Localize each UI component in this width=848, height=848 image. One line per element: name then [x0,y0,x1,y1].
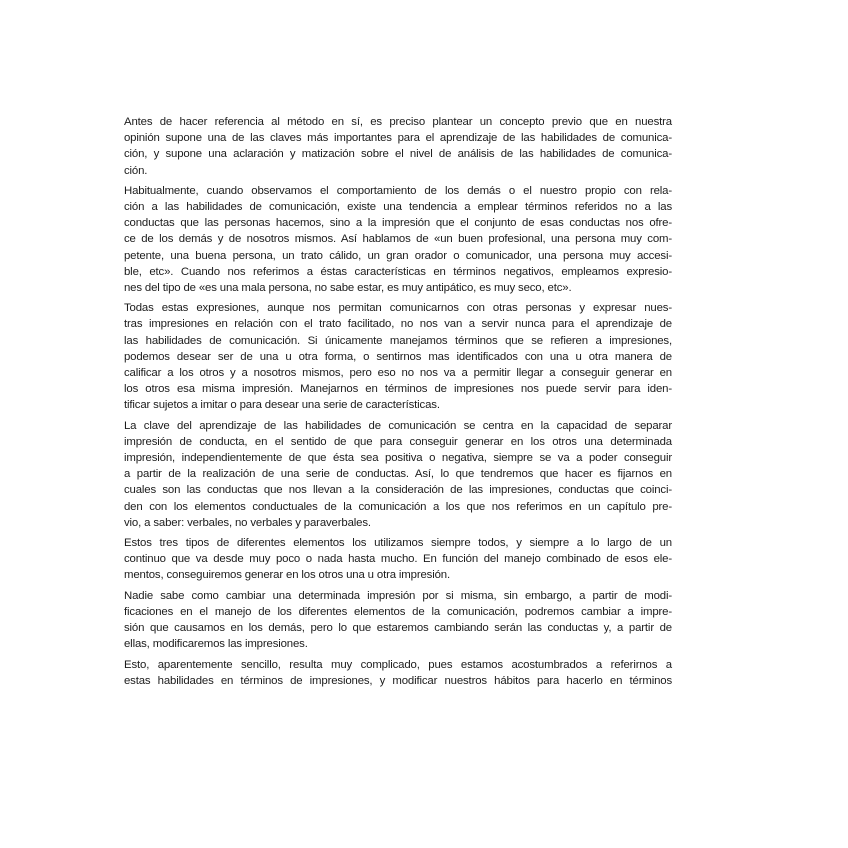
text-line: nes del tipo de «es una mala persona, no sabe estar, es muy antipático, es muy seco, etc». [124,282,572,295]
text-line: opinión supone una de las claves más importantes para el aprendizaje de las habilidades de comunica- [124,132,672,145]
text-line: estas habilidades en términos de impresiones, y modificar nuestros hábitos para hacerlo en términos [124,674,672,687]
text-line: cuales son las conductas que nos llevan a la consideración de las impresiones, conductas que coinci- [124,484,672,497]
text-line: ce de los demás y de nosotros mismos. Así hablamos de «un buen profesional, una persona muy com- [124,233,672,246]
text-line: Estos tres tipos de diferentes elementos los utilizamos siempre todos, y siempre a lo largo de un [124,537,672,550]
text-line: continuo que va desde muy poco o nada hasta mucho. En función del manejo combinado de esos ele- [124,553,672,566]
paragraph-3 [108,300,672,413]
text-line: mentos, conseguiremos generar en los otros una u otra impresión. [124,569,450,582]
text-line: los otros esa misma impresión. Manejarnos en términos de impresiones nos puede servir para iden- [124,383,672,396]
text-line: tras impresiones en relación con el trato facilitado, no nos van a servir nunca para el aprendizaje de [124,318,672,331]
paragraph-2 [108,183,672,296]
paragraph-1 [108,114,672,179]
text-line: podemos desear ser de una u otra forma, o sentirnos mas identificados con una u otra manera de [124,350,672,363]
text-line: ción a las habilidades de comunicación, existe una tendencia a emplear términos referidos no a las [124,201,672,214]
text-line: petente, una buena persona, un trato cálido, un gran orador o comunicador, una persona muy accesi- [124,249,672,262]
paragraph-6 [108,588,672,653]
text-line: las habilidades de comunicación. Si únicamente manejamos términos que se refieren a impresiones, [124,334,672,347]
text-line: Habitualmente, cuando observamos el comportamiento de los demás o el nuestro propio con rela- [124,184,672,197]
paragraph-4 [108,418,672,531]
text-line: ción, y supone una aclaración y matización sobre el nivel de análisis de las habilidades de comunica- [124,148,672,161]
text-line: impresión, independientemente de que ésta sea positiva o negativa, siempre se va a poder conseguir [124,452,672,465]
text-line: ellas, modificaremos las impresiones. [124,638,308,651]
text-line: La clave del aprendizaje de las habilidades de comunicación se centra en la capacidad de separar [124,419,672,432]
text-line: a partir de la realización de una serie de conductas. Así, lo que tendremos que hacer es fijarnos en [124,468,672,481]
document-page [108,114,672,693]
text-line: sión que causamos en los demás, pero lo que estaremos cambiando serán las conductas y, a partir de [124,622,672,635]
text-line: ción. [124,164,148,177]
text-line: calificar a los otros y a nosotros mismos, pero eso no nos va a permitir llegar a conseguir generar en [124,367,672,380]
text-line: Esto, aparentemente sencillo, resulta muy complicado, pues estamos acostumbrados a referirnos a [124,658,672,671]
text-line: conductas que las personas hacemos, sino a la impresión que el conjunto de esas conductas nos ofre- [124,217,672,230]
text-line: Todas estas expresiones, aunque nos permitan comunicarnos con otras personas y expresar nues- [124,302,672,315]
text-line: vio, a saber: verbales, no verbales y paraverbales. [124,516,371,529]
paragraph-5 [108,535,672,584]
text-line: den con los elementos conductuales de la comunicación a los que nos referimos en un capítulo pre- [124,500,672,513]
text-line: impresión de conducta, en el sentido de que para conseguir generar en los otros una determinada [124,435,672,448]
text-line: Antes de hacer referencia al método en sí, es preciso plantear un concepto previo que en nuestra [124,116,672,128]
paragraph-7 [108,657,672,689]
text-line: ble, etc». Cuando nos referimos a éstas características en términos negativos, empleamos expresio- [124,265,672,278]
text-line: ficaciones en el manejo de los diferentes elementos de la comunicación, podremos cambiar a impre- [124,605,672,618]
text-line: Nadie sabe como cambiar una determinada impresión por si misma, sin embargo, a partir de modi- [124,589,672,602]
text-line: tificar sujetos a imitar o para desear una serie de características. [124,399,440,412]
